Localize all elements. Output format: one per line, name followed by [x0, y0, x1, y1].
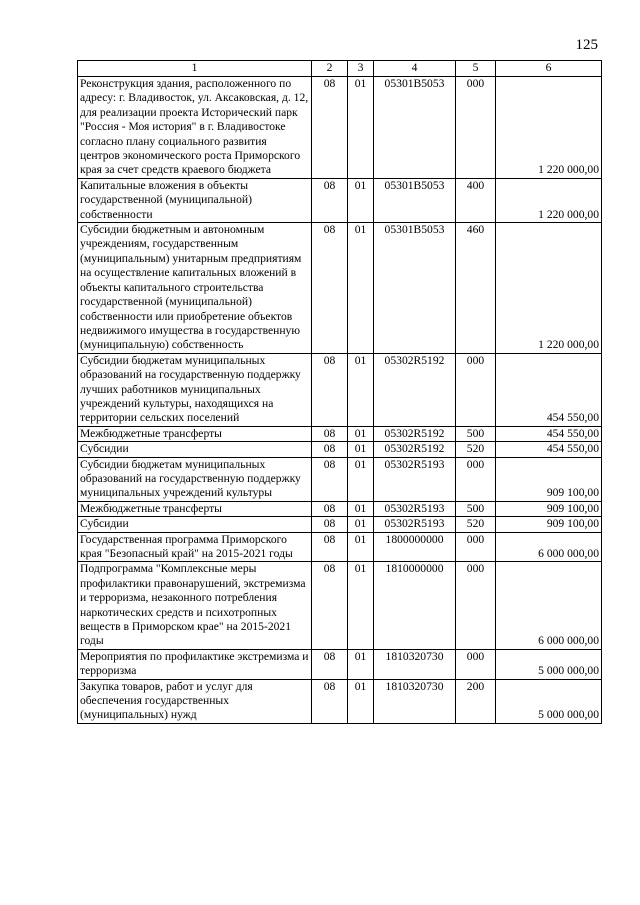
amount: 909 100,00: [496, 517, 602, 532]
row-name: Субсидии бюджетным и автономным учреждениям, государственным (муниципальным) унитарным предприятиям на осуществление капитальных вложений в объекты капитального строительства государственной (муниципальной) собственности или приобретение объектов недвижимого имущества в государственную (муниципальную) собственность: [78, 223, 312, 354]
row-name: Межбюджетные трансферты: [78, 426, 312, 441]
section-code: 08: [312, 426, 348, 441]
section-code: 08: [312, 442, 348, 457]
target-article-code: 05302R5193: [374, 457, 456, 501]
amount: 6 000 000,00: [496, 562, 602, 649]
table-row: [78, 223, 602, 354]
amount: 1 220 000,00: [496, 77, 602, 179]
target-article-code: 05301B5053: [374, 77, 456, 179]
expense-type-code: 200: [456, 679, 496, 723]
amount: 454 550,00: [496, 442, 602, 457]
expense-type-code: 460: [456, 223, 496, 354]
expense-type-code: 000: [456, 532, 496, 562]
section-code: 08: [312, 457, 348, 501]
amount: 1 220 000,00: [496, 223, 602, 354]
row-name: Субсидии бюджетам муниципальных образований на государственную поддержку муниципальных учреждений культуры: [78, 457, 312, 501]
expense-type-code: 520: [456, 442, 496, 457]
subsection-code: 01: [348, 353, 374, 426]
section-code: 08: [312, 178, 348, 222]
table-row: [78, 532, 602, 562]
subsection-code: 01: [348, 517, 374, 532]
column-header: 2: [312, 61, 348, 77]
section-code: 08: [312, 532, 348, 562]
table-row: [78, 77, 602, 179]
row-name: Мероприятия по профилактике экстремизма и терроризма: [78, 649, 312, 679]
section-code: 08: [312, 649, 348, 679]
row-name: Подпрограмма "Комплексные меры профилактики правонарушений, экстремизма и терроризма, незаконного потребления наркотических средств и психотропных веществ в Приморском крае" на 2015-2021 годы: [78, 562, 312, 649]
table-row: [78, 442, 602, 457]
target-article-code: 05301B5053: [374, 223, 456, 354]
row-name: Субсидии бюджетам муниципальных образований на государственную поддержку лучших работников муниципальных учреждений культуры, находящихся на территории сельских поселений: [78, 353, 312, 426]
row-name: Государственная программа Приморского края "Безопасный край" на 2015-2021 годы: [78, 532, 312, 562]
expense-type-code: 000: [456, 353, 496, 426]
section-code: 08: [312, 77, 348, 179]
column-header: 6: [496, 61, 602, 77]
subsection-code: 01: [348, 532, 374, 562]
subsection-code: 01: [348, 223, 374, 354]
expense-type-code: 000: [456, 562, 496, 649]
amount: 6 000 000,00: [496, 532, 602, 562]
row-name: Субсидии: [78, 517, 312, 532]
table-row: [78, 562, 602, 649]
table-row: [78, 649, 602, 679]
subsection-code: 01: [348, 457, 374, 501]
table-row: [78, 679, 602, 723]
expense-type-code: 500: [456, 426, 496, 441]
table-row: [78, 426, 602, 441]
target-article-code: 05301B5053: [374, 178, 456, 222]
subsection-code: 01: [348, 77, 374, 179]
subsection-code: 01: [348, 426, 374, 441]
row-name: Капитальные вложения в объекты государственной (муниципальной) собственности: [78, 178, 312, 222]
target-article-code: 05302R5192: [374, 353, 456, 426]
target-article-code: 05302R5193: [374, 517, 456, 532]
table-row: [78, 178, 602, 222]
section-code: 08: [312, 501, 348, 516]
column-header: 4: [374, 61, 456, 77]
column-header: 3: [348, 61, 374, 77]
expense-type-code: 520: [456, 517, 496, 532]
row-name: Субсидии: [78, 442, 312, 457]
amount: 5 000 000,00: [496, 649, 602, 679]
amount: 909 100,00: [496, 457, 602, 501]
table-row: [78, 353, 602, 426]
amount: 454 550,00: [496, 353, 602, 426]
page-number: 125: [575, 37, 598, 53]
budget-table: [77, 60, 602, 724]
subsection-code: 01: [348, 562, 374, 649]
subsection-code: 01: [348, 501, 374, 516]
table-row: [78, 501, 602, 516]
expense-type-code: 000: [456, 457, 496, 501]
section-code: 08: [312, 562, 348, 649]
table-row: [78, 517, 602, 532]
target-article-code: 05302R5192: [374, 442, 456, 457]
amount: 909 100,00: [496, 501, 602, 516]
section-code: 08: [312, 679, 348, 723]
table-header-row: [78, 61, 602, 77]
subsection-code: 01: [348, 442, 374, 457]
amount: 5 000 000,00: [496, 679, 602, 723]
table-row: [78, 457, 602, 501]
row-name: Межбюджетные трансферты: [78, 501, 312, 516]
target-article-code: 1810320730: [374, 649, 456, 679]
expense-type-code: 000: [456, 77, 496, 179]
section-code: 08: [312, 517, 348, 532]
expense-type-code: 500: [456, 501, 496, 516]
target-article-code: 05302R5193: [374, 501, 456, 516]
target-article-code: 1800000000: [374, 532, 456, 562]
amount: 454 550,00: [496, 426, 602, 441]
target-article-code: 05302R5192: [374, 426, 456, 441]
subsection-code: 01: [348, 649, 374, 679]
row-name: Закупка товаров, работ и услуг для обеспечения государственных (муниципальных) нужд: [78, 679, 312, 723]
target-article-code: 1810000000: [374, 562, 456, 649]
subsection-code: 01: [348, 679, 374, 723]
expense-type-code: 400: [456, 178, 496, 222]
row-name: Реконструкция здания, расположенного по адресу: г. Владивосток, ул. Аксаковская, д. 12, для реализации проекта Исторический парк "Россия - Моя история" в г. Владивостоке согласно плану социального развития центров экономического роста Приморского края за счет средств краевого бюджета: [78, 77, 312, 179]
section-code: 08: [312, 353, 348, 426]
column-header: 5: [456, 61, 496, 77]
section-code: 08: [312, 223, 348, 354]
column-header: 1: [78, 61, 312, 77]
subsection-code: 01: [348, 178, 374, 222]
expense-type-code: 000: [456, 649, 496, 679]
target-article-code: 1810320730: [374, 679, 456, 723]
amount: 1 220 000,00: [496, 178, 602, 222]
